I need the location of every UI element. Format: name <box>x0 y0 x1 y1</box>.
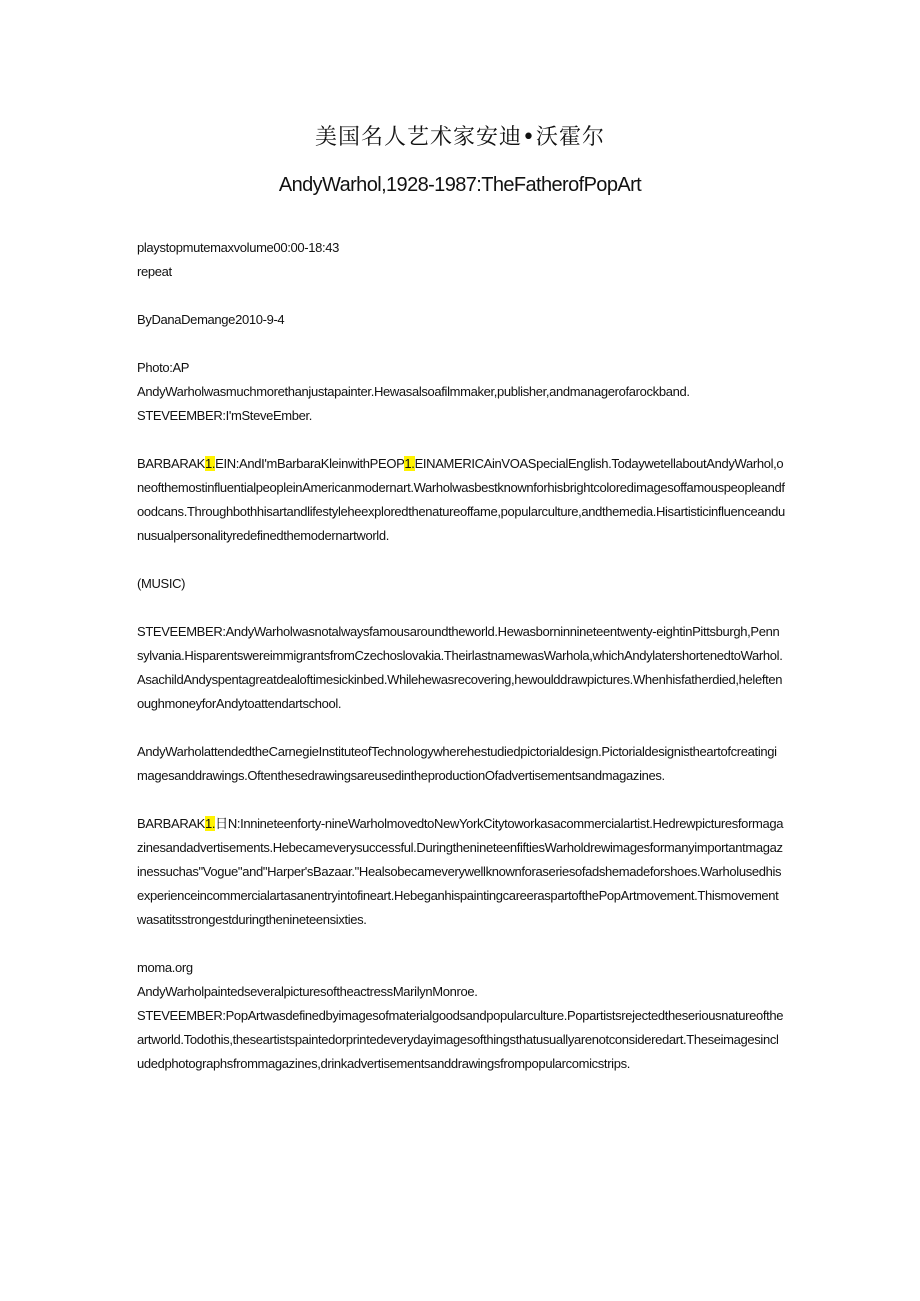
photo-caption: AndyWarholwasmuchmorethanjustapainter.Hewasalsoafilmmaker,publisher,andmanagerofarockband. <box>137 384 690 399</box>
image-source: moma.org <box>137 960 193 975</box>
text-fragment: EIN:AndI'mBarbaraKleinwithPEOP <box>215 456 405 471</box>
paragraph-steve-2: STEVEEMBER:PopArtwasdefinedbyimagesofmaterialgoodsandpopularculture.Popartistsrejectedtheseriousnatureoftheartworld.Todothis,theseartistspaintedorprintedeverydayimagesofthingsthatusuallyarenotconsideredart.Theseimagesincludedphotographsfrommagazines,drinkadvertisementsanddrawingsfrompopularcomicstrips. <box>137 1008 784 1071</box>
player-repeat: repeat <box>137 264 172 279</box>
music-cue: (MUSIC) <box>137 576 186 591</box>
highlighted-text: 1. <box>205 816 216 831</box>
highlighted-text: 1. <box>205 456 216 471</box>
image-caption: AndyWarholpaintedseveralpicturesoftheactressMarilynMonroe. <box>137 984 478 999</box>
highlighted-text: 1. <box>404 456 415 471</box>
byline: ByDanaDemange2010-9-4 <box>137 312 285 327</box>
paragraph-barbara-1 <box>137 452 785 548</box>
audio-player-text <box>137 236 785 284</box>
chinese-title: 美国名人艺术家安迪•沃霍尔 <box>315 125 605 150</box>
player-controls: playstopmutemaxvolume00:00-18:43 <box>137 240 339 255</box>
speaker-fragment: BARBARAK <box>137 456 206 471</box>
text-fragment: EINAMERICAinVOASpecialEnglish.TodaywetellaboutAndyWarhol,oneofthemostinfluentialpeopleinAmericanmodernart.Warholwasbestknownforhisbrightcoloredimagesoffamouspeopleandfoodcans.Throughbothhisartandlifestyleheexploredthenatureoffame,popularculture,andthemedia.Hisartisticinfluenceandunusualpersonalityredefinedthemodernartworld. <box>137 456 785 543</box>
photo-credit: Photo:AP <box>137 360 190 375</box>
text-fragment: 日N:Innineteenforty-nineWarholmovedtoNewYorkCitytoworkasacommercialartist.Hedrewpicturesformagazinesandadvertisements.Hebecameverysuccessful.DuringthenineteenfiftiesWarholdrewimagesformanyimportantmagazinessuchas"Vogue"and"Harper'sBazaar."Healsobecameverywellknownforaseriesofadshemadeforshoes.Warholusedhisexperienceincommercialartasanentryintofineart.HebeganhispaintingcareeraspartofthePopArtmovement.Thismovementwasatitsstrongestduringthenineteensixties. <box>137 816 784 927</box>
paragraph-steve-1: STEVEEMBER:AndyWarholwasnotalwaysfamousaroundtheworld.Hewasborninnineteentwenty-eightinPittsburgh,Pennsylvania.HisparentswereimmigrantsfromCzechoslovakia.TheirlastnamewasWarhola,whichAndylatershortenedtoWarhol.AsachildAndyspentagreatdealoftimesickinbed.Whilehewasrecovering,hewoulddrawpictures.Whenhisfatherdied,heleftenoughmoneyforAndytoattendartschool. <box>137 624 783 711</box>
english-title: AndyWarhol,1928-1987:TheFatherofPopArt <box>278 174 642 196</box>
paragraph-andy: AndyWarholattendedtheCarnegieInstituteofTechnologywherehestudiedpictorialdesign.Pictorialdesignistheartofcreatingimagesanddrawings.OftenthesedrawingsareusedintheproductionOfadvertisementsandmagazines. <box>137 744 777 783</box>
paragraph-barbara-2 <box>137 812 785 932</box>
article-body <box>137 236 785 1100</box>
speaker-fragment: BARBARAK <box>137 816 206 831</box>
intro-steve: STEVEEMBER:I'mSteveEmber. <box>137 408 313 423</box>
